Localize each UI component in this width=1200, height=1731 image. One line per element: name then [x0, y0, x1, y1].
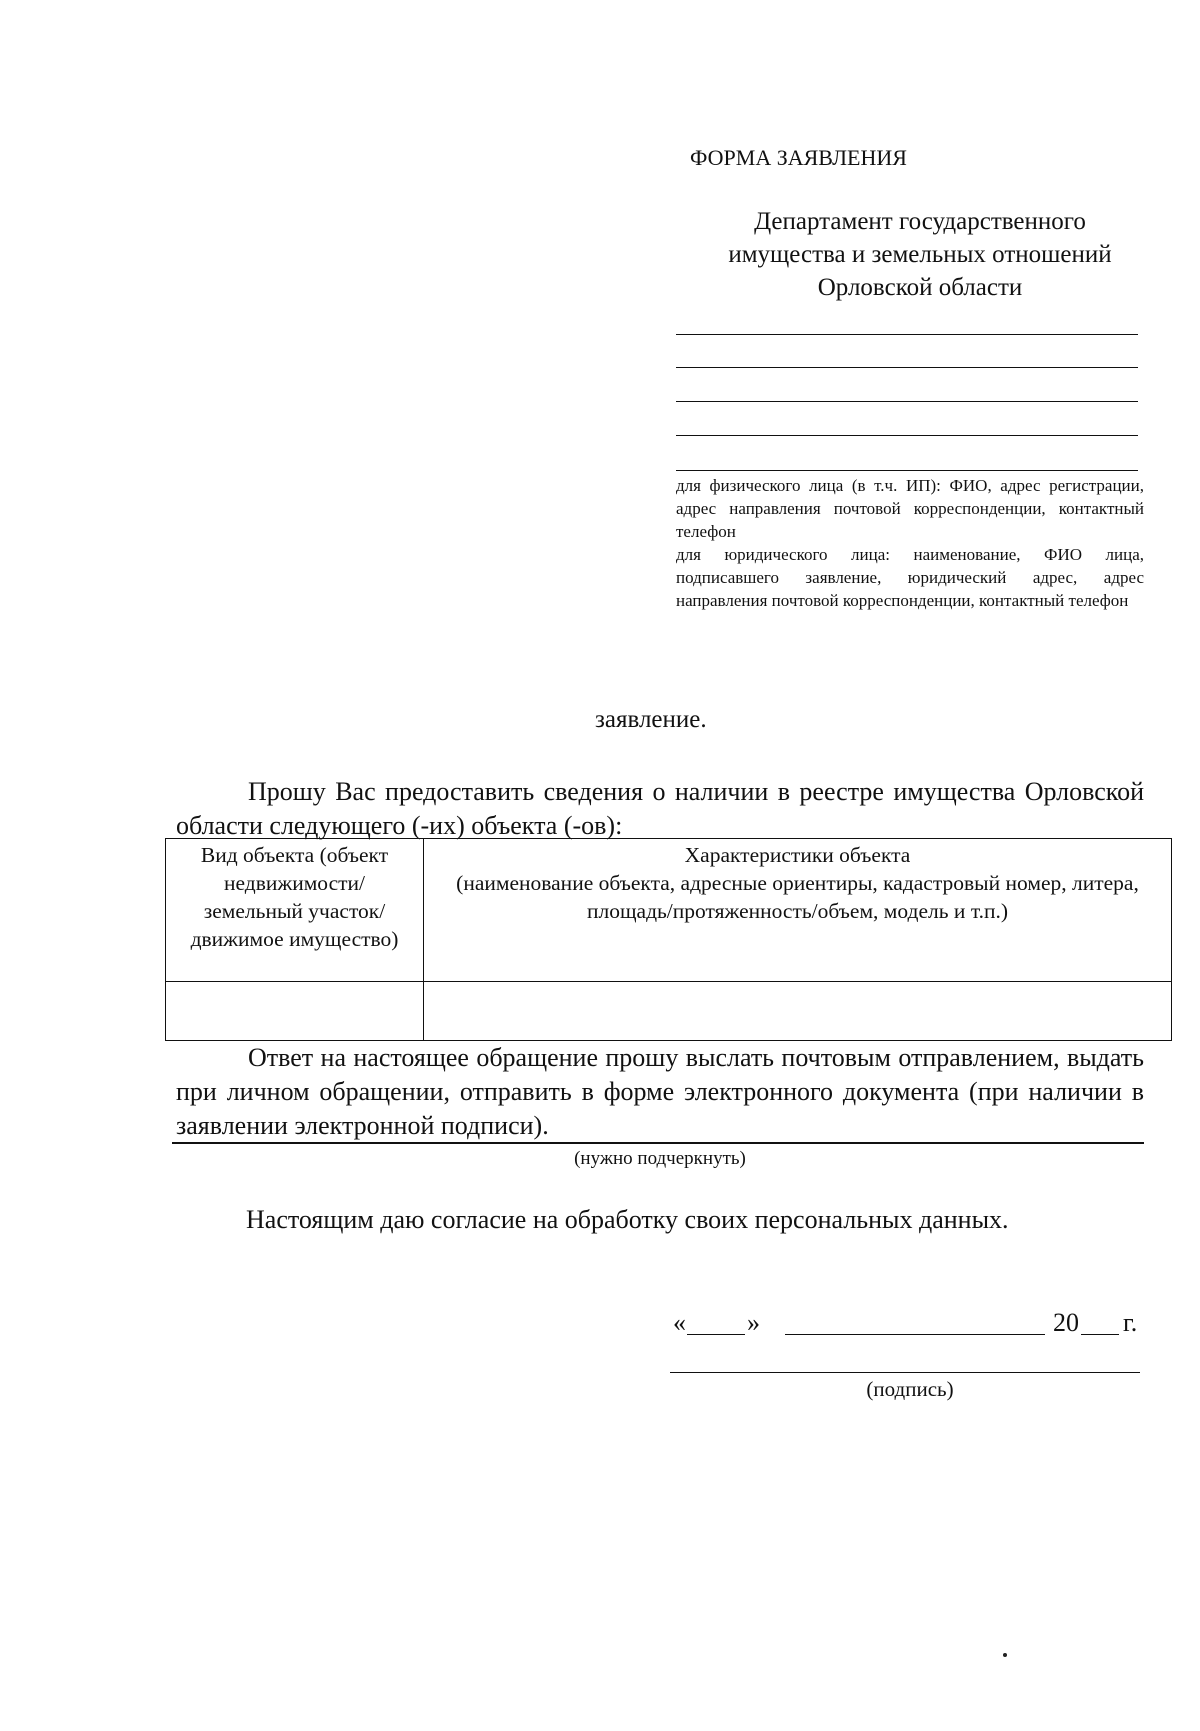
- characteristics-cell[interactable]: [424, 982, 1172, 1041]
- col-characteristics-title: Характеристики объекта: [684, 843, 911, 867]
- year-suffix: г.: [1123, 1308, 1138, 1337]
- month-field[interactable]: [785, 1308, 1045, 1335]
- object-type-cell[interactable]: [166, 982, 424, 1041]
- day-field[interactable]: [687, 1308, 745, 1335]
- answer-underline: [172, 1142, 1144, 1144]
- year-field[interactable]: [1081, 1308, 1119, 1335]
- applicant-fill-line-1[interactable]: [676, 334, 1138, 335]
- recipient-line-3: Орловской области: [817, 274, 1023, 301]
- statement-heading: заявление.: [595, 706, 707, 733]
- applicant-fill-line-2[interactable]: [676, 367, 1138, 368]
- year-prefix: 20: [1053, 1308, 1079, 1337]
- applicant-fill-line-3[interactable]: [676, 401, 1138, 402]
- table-header-row: [166, 839, 1172, 982]
- recipient-line-2: имущества и земельных отношений: [728, 241, 1112, 268]
- hint-legal-entity: для юридического лица: наименование, ФИО лица, подписавшего заявление, юридический адрес, адрес направления почтовой корреспонденции, контактный телефон: [676, 545, 1144, 610]
- objects-table: [165, 838, 1172, 1041]
- col-characteristics-desc: (наименование объекта, адресные ориентиры, кадастровый номер, литера, площадь/протяженность/объем, модель и т.п.): [456, 871, 1139, 923]
- recipient-line-1: Департамент государственного: [754, 208, 1086, 235]
- applicant-fill-line-4[interactable]: [676, 435, 1138, 436]
- date-row: [673, 1308, 1143, 1342]
- col-characteristics-header: [424, 839, 1172, 982]
- scan-speck: [1003, 1653, 1007, 1657]
- signature-caption: (подпись): [866, 1377, 954, 1401]
- signature-line[interactable]: [670, 1372, 1140, 1373]
- hint-individual: для физического лица (в т.ч. ИП): ФИО, адрес регистрации, адрес направления почтовой корреспонденции, контактный телефон: [676, 476, 1144, 541]
- applicant-fill-line-5[interactable]: [676, 470, 1138, 471]
- date-close-quote: »: [747, 1308, 760, 1337]
- consent-statement: Настоящим даю согласие на обработку своих персональных данных.: [246, 1205, 1009, 1234]
- form-title: ФОРМА ЗАЯВЛЕНИЯ: [690, 145, 907, 170]
- underline-note: (нужно подчеркнуть): [574, 1148, 746, 1169]
- recipient-block: [660, 205, 1180, 304]
- applicant-hint: [676, 474, 1144, 612]
- request-paragraph: Прошу Вас предоставить сведения о наличии в реестре имущества Орловской области следующего (-их) объекта (-ов):: [176, 777, 1144, 840]
- table-row: [166, 982, 1172, 1041]
- answer-paragraph: Ответ на настоящее обращение прошу выслать почтовым отправлением, выдать при личном обращении, отправить в форме электронного документа (при наличии в заявлении электронной подписи).: [176, 1043, 1144, 1140]
- col-object-type-header: Вид объекта (объект недвижимости/ земельный участок/ движимое имущество): [166, 839, 424, 982]
- date-open-quote: «: [673, 1308, 686, 1337]
